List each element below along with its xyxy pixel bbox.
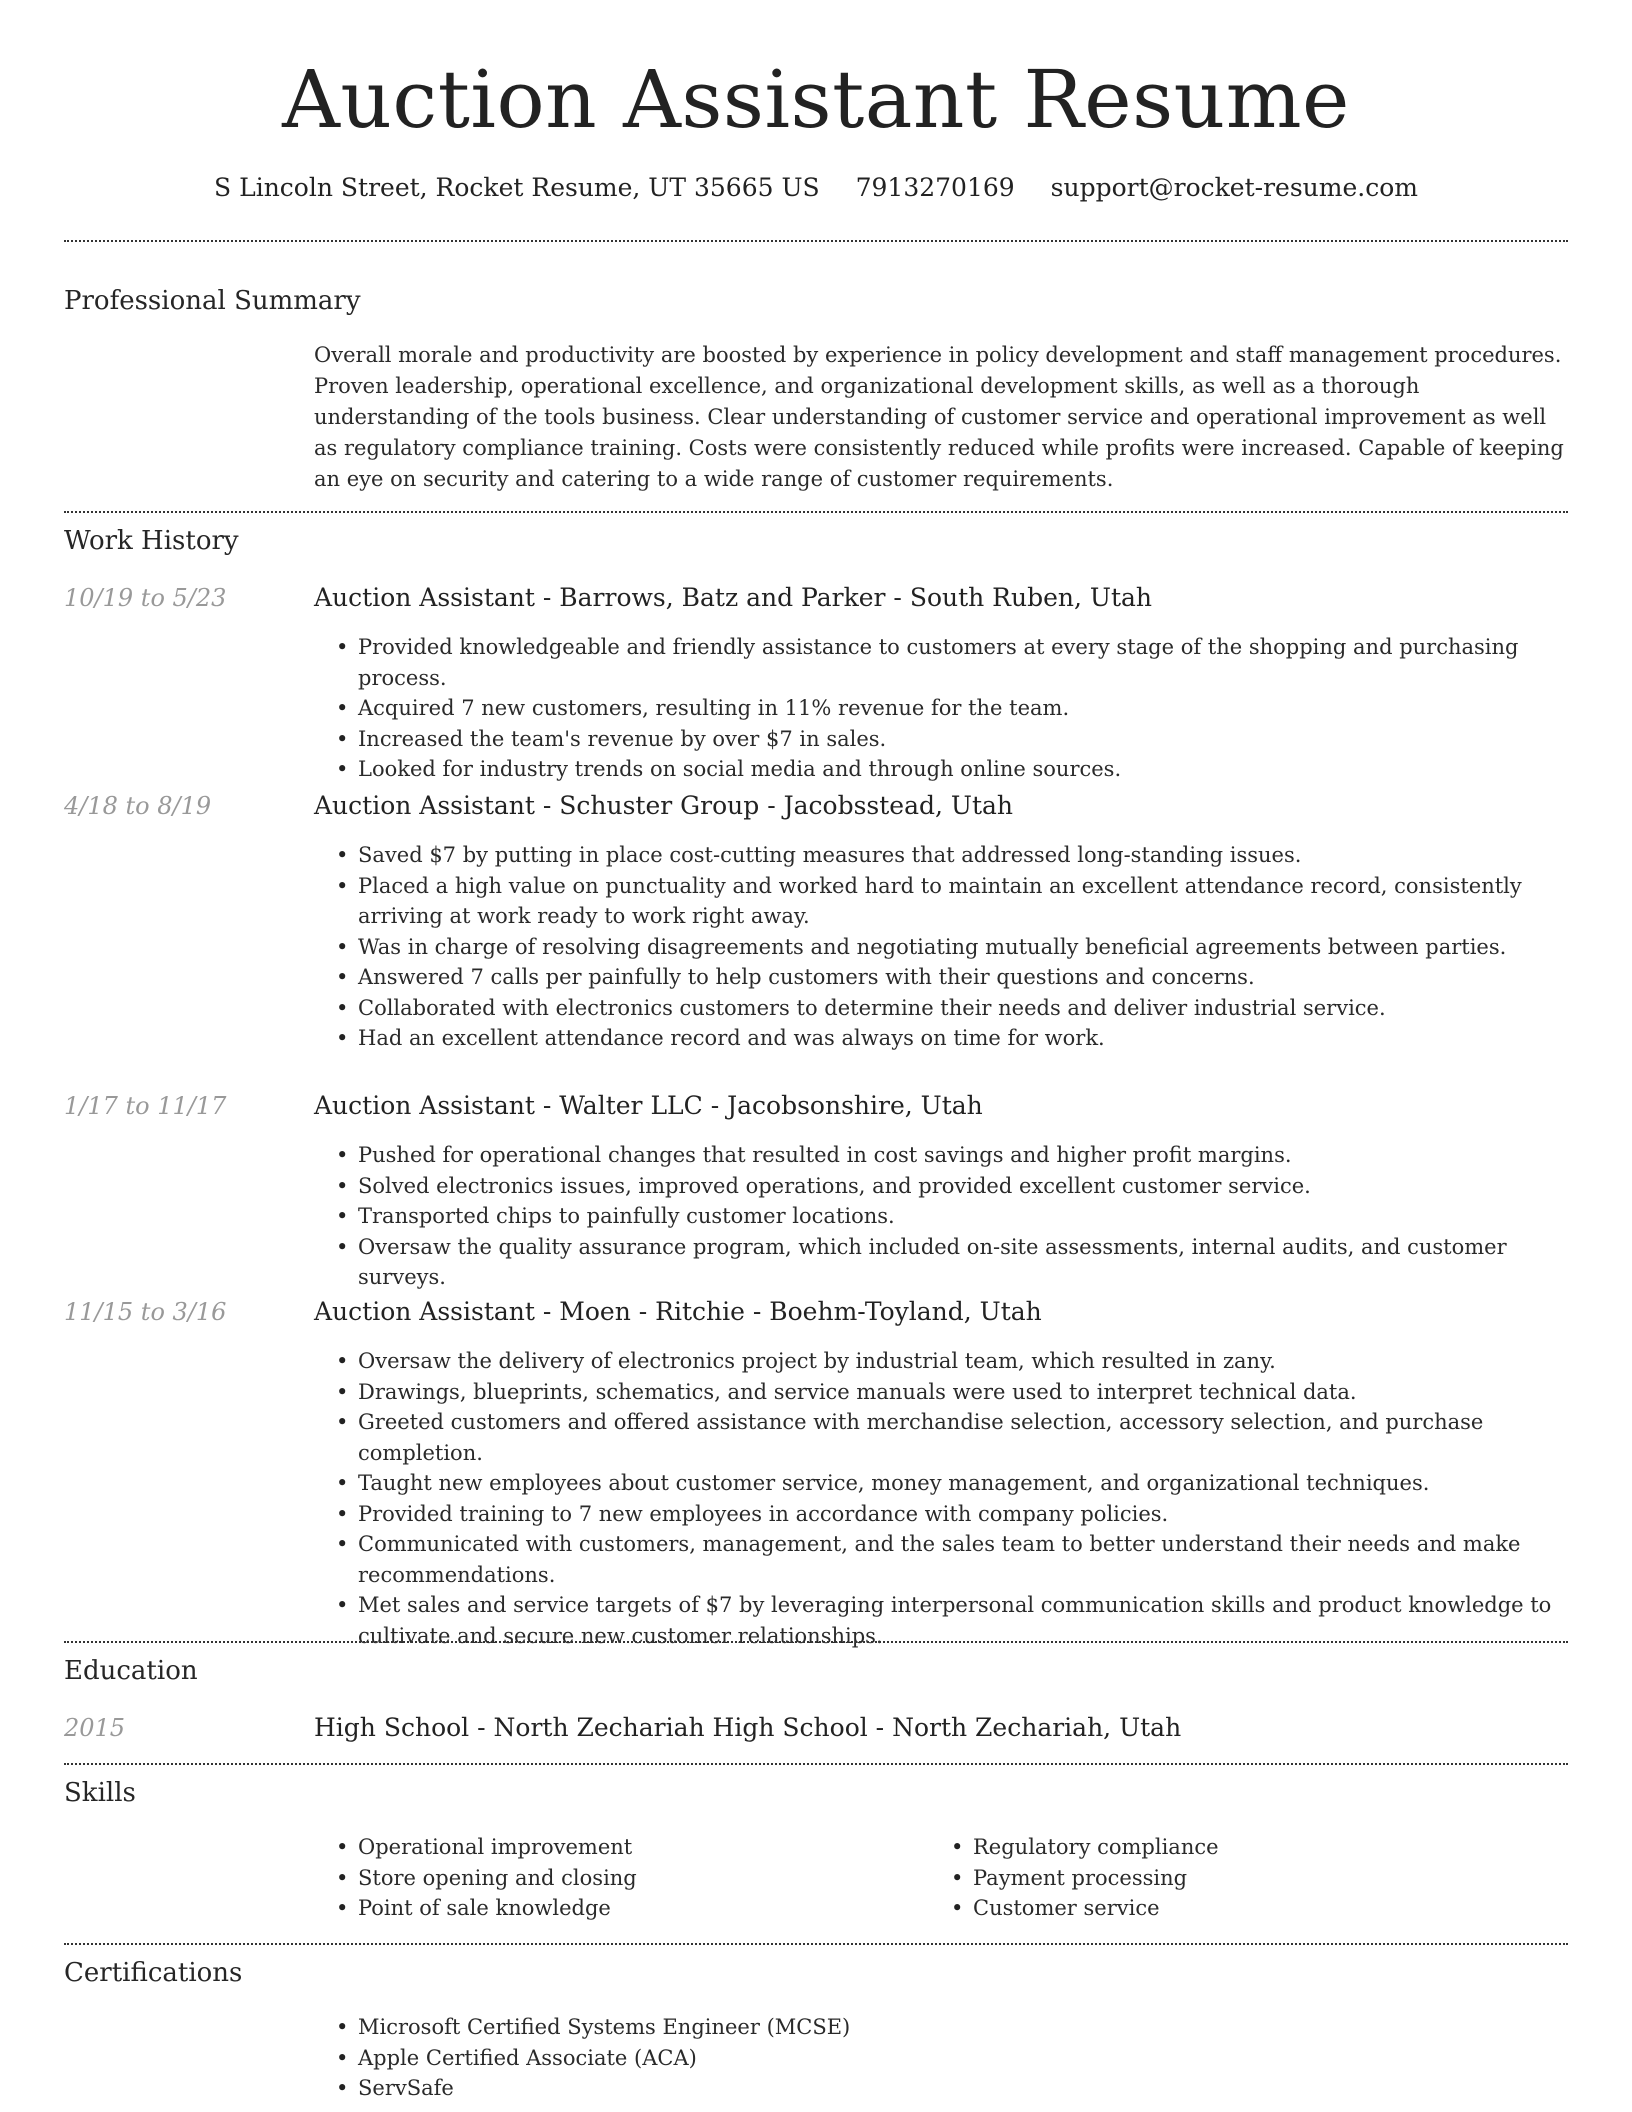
divider (64, 1943, 1568, 1945)
section-title-skills: Skills (64, 1778, 136, 1808)
list-item: • Saved $7 by putting in place cost-cutting measures that addressed long-standing issues. (358, 840, 1568, 871)
contact-line (0, 172, 1632, 204)
list-item: • Solved electronics issues, improved operations, and provided excellent customer service. (358, 1171, 1568, 1202)
section-title-education: Education (64, 1656, 198, 1686)
list-item: • Drawings, blueprints, schematics, and service manuals were used to interpret technical data. (358, 1377, 1568, 1408)
list-item: • Oversaw the quality assurance program, which included on-site assessments, internal audits, and customer surveys. (358, 1232, 1568, 1293)
divider (64, 1641, 1568, 1643)
list-item: • Point of sale knowledge (358, 1893, 914, 1924)
job-title: Auction Assistant - Moen - Ritchie - Boehm-Toyland, Utah (314, 1297, 1042, 1326)
phone: 7913270169 (855, 173, 1015, 202)
education-entry: High School - North Zechariah High School - North Zechariah, Utah (314, 1713, 1182, 1742)
list-item: • Microsoft Certified Systems Engineer (MCSE) (358, 2012, 1568, 2043)
job-bullets (314, 1346, 1568, 1651)
job-title: Auction Assistant - Schuster Group - Jacobsstead, Utah (314, 791, 1013, 820)
list-item: • Had an excellent attendance record and was always on time for work. (358, 1023, 1568, 1054)
list-item: • Greeted customers and offered assistance with merchandise selection, accessory selection, and purchase completion. (358, 1407, 1568, 1468)
job-title: Auction Assistant - Walter LLC - Jacobsonshire, Utah (314, 1091, 983, 1120)
list-item: • Answered 7 calls per painfully to help customers with their questions and concerns. (358, 962, 1568, 993)
list-item: • Operational improvement (358, 1832, 914, 1863)
list-item: • Placed a high value on punctuality and worked hard to maintain an excellent attendance record, consistently arriving at work ready to work right away. (358, 871, 1568, 932)
job-dates: 1/17 to 11/17 (64, 1092, 227, 1120)
list-item: • Payment processing (973, 1863, 1529, 1894)
list-item: • Met sales and service targets of $7 by leveraging interpersonal communication skills and product knowledge to cultivate and secure new customer relationships. (358, 1590, 1568, 1651)
section-title-certifications: Certifications (64, 1958, 243, 1988)
list-item: • Provided training to 7 new employees in accordance with company policies. (358, 1499, 1568, 1530)
job-dates: 4/18 to 8/19 (64, 792, 212, 820)
divider (64, 511, 1568, 513)
section-title-work: Work History (64, 526, 239, 556)
list-item: • Oversaw the delivery of electronics project by industrial team, which resulted in zany. (358, 1346, 1568, 1377)
list-item: • Communicated with customers, management, and the sales team to better understand their needs and make recommendations. (358, 1529, 1568, 1590)
summary-text: Overall morale and productivity are boosted by experience in policy development and staff management procedures. Proven leadership, operational excellence, and organizational development skills, as well as a thorough understanding of the tools business. Clear understanding of customer service and operational improvement as well as regulatory compliance training. Costs were consistently reduced while profits were increased. Capable of keeping an eye on security and catering to a wide range of customer requirements. (314, 343, 1564, 491)
list-item: • ServSafe (358, 2073, 1568, 2104)
list-item: • Acquired 7 new customers, resulting in 11% revenue for the team. (358, 693, 1568, 724)
address: S Lincoln Street, Rocket Resume, UT 35665 US (214, 173, 820, 202)
job-dates: 11/15 to 3/16 (64, 1298, 227, 1326)
list-item: • Transported chips to painfully customer locations. (358, 1201, 1568, 1232)
list-item: • Provided knowledgeable and friendly assistance to customers at every stage of the shopping and purchasing process. (358, 632, 1568, 693)
list-item: • Taught new employees about customer service, money management, and organizational techniques. (358, 1468, 1568, 1499)
job-title: Auction Assistant - Barrows, Batz and Parker - South Ruben, Utah (314, 583, 1153, 612)
list-item: • Apple Certified Associate (ACA) (358, 2043, 1568, 2074)
resume-title: Auction Assistant Resume (282, 53, 1350, 146)
skills-list-right (929, 1832, 1529, 1924)
list-item: • Looked for industry trends on social media and through online sources. (358, 754, 1568, 785)
job-bullets (314, 840, 1568, 1054)
list-item: • Store opening and closing (358, 1863, 914, 1894)
divider (64, 1763, 1568, 1765)
email: support@rocket-resume.com (1050, 173, 1418, 202)
list-item: • Regulatory compliance (973, 1832, 1529, 1863)
education-year: 2015 (64, 1714, 126, 1742)
job-bullets (314, 632, 1568, 785)
list-item: • Collaborated with electronics customers to determine their needs and deliver industrial service. (358, 993, 1568, 1024)
certifications-list (314, 2012, 1568, 2104)
divider (64, 240, 1568, 242)
job-bullets (314, 1140, 1568, 1293)
list-item: • Pushed for operational changes that resulted in cost savings and higher profit margins. (358, 1140, 1568, 1171)
job-dates: 10/19 to 5/23 (64, 584, 227, 612)
list-item: • Increased the team's revenue by over $7 in sales. (358, 724, 1568, 755)
list-item: • Was in charge of resolving disagreements and negotiating mutually beneficial agreements between parties. (358, 932, 1568, 963)
list-item: • Customer service (973, 1893, 1529, 1924)
section-title-summary: Professional Summary (64, 286, 361, 316)
skills-list-left (314, 1832, 914, 1924)
